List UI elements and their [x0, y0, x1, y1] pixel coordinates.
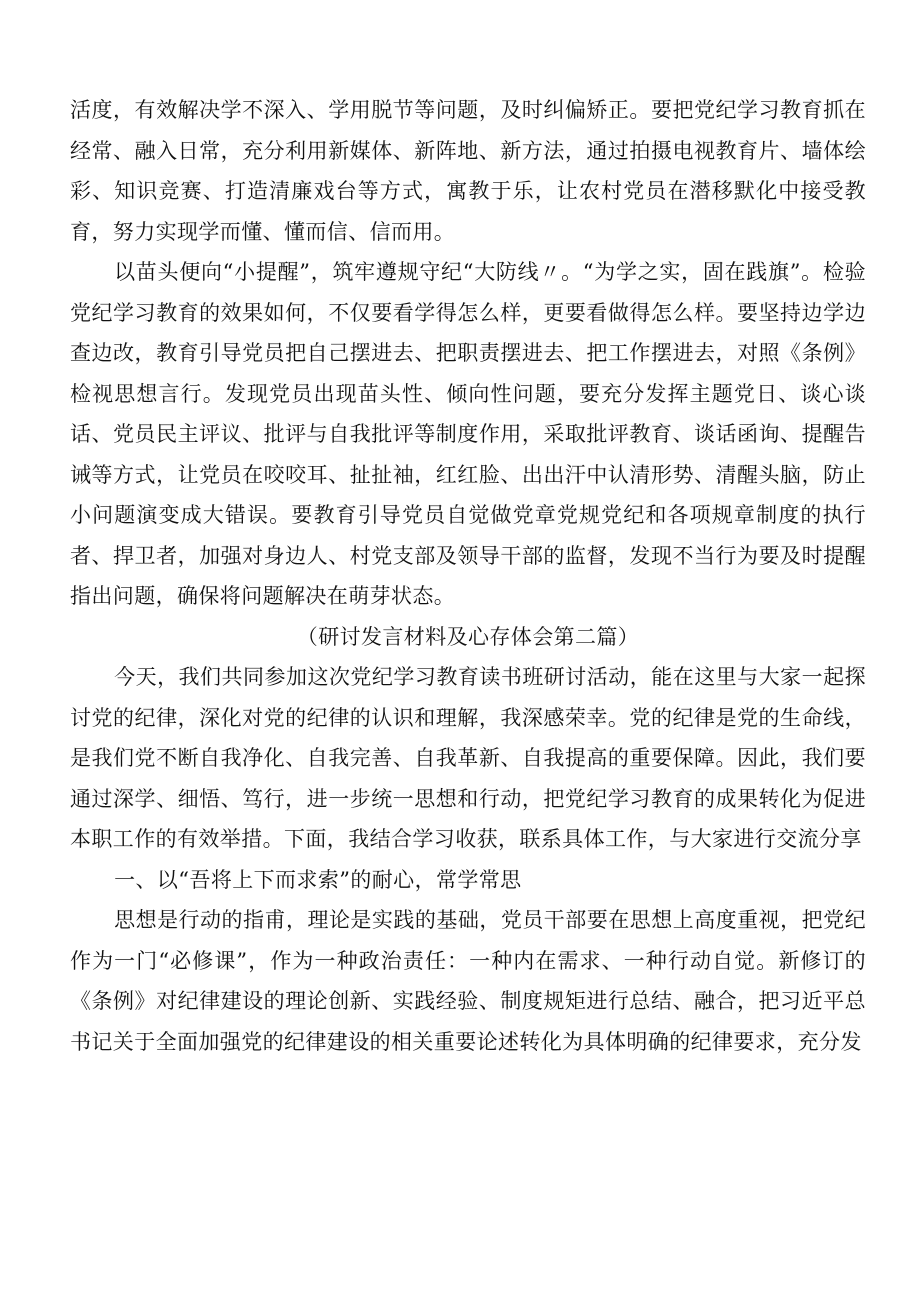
- section-title: （研讨发言材料及心存体会第二篇）: [296, 624, 640, 649]
- paragraph-introduction: 今天，我们共同参加这次党纪学习教育读书班研讨活动，能在这里与大家一起探讨党的纪律，深化对党的纪律的认识和理解，我深感荣幸。党的纪律是党的生命线，是我们党不断自我净化、自我完善、自我革新、自我提高的重要保障。因此，我们要通过深学、细悟、笃行，进一步统一思想和行动，把党纪学习教育的成果转化为促进本职工作的有效举措。下面，我结合学习收获，联系具体工作，与大家进行交流分享: [70, 665, 866, 851]
- paragraph-continuation: 活度，有效解决学不深入、学用脱节等问题，及时纠偏矫正。要把党纪学习教育抓在经常、融入日常，充分利用新媒体、新阵地、新方法，通过拍摄电视教育片、墙体绘彩、知识竞赛、打造清廉戏台等方式，寓教于乐，让农村党员在潜移默化中接受教育，努力实现学而懂、懂而信、信而用。: [70, 98, 866, 244]
- paragraph-thought-guidance: 思想是行动的指甫，理论是实践的基础，党员干部要在思想上高度重视，把党纪作为一门“必修课”，作为一种政治责任：一种内在需求、一种行动自觉。新修订的《条例》对纪律建设的理论创新、实践经验、制度规矩进行总结、融合，把习近平总书记关于全面加强党的纪律建设的相关重要论述转化为具体明确的纪律要求，充分发: [70, 908, 866, 1054]
- subheading-one: 一、以“吾将上下而求索”的耐心，常学常思: [114, 867, 522, 892]
- paragraph-early-warning: 以苗头便向“小提醒”，筑牢遵规守纪“大防线〃。“为学之实，固在践旗”。检验党纪学习教育的效果如何，不仅要看学得怎么样，更要看做得怎么样。要坚持边学边查边改，教育引导党员把自己摆进去、把职责摆进去、把工作摆进去，对照《条例》检视思想言行。发现党员出现苗头性、倾向性问题，要充分发挥主题党日、谈心谈话、党员民主评议、批评与自我批评等制度作用，采取批评教育、谈话函询、提醒告诫等方式，让党员在咬咬耳、扯扯袖，红红脸、出出汗中认清形势、清醒头脑，防止小问题演变成大错误。要教育引导党员自觉做党章党规党纪和各项规章制度的执行者、捍卫者，加强对身边人、村党支部及领导干部的监督，发现不当行为要及时提醒指出问题，确保将问题解决在萌芽状态。: [70, 260, 866, 608]
- document-page: [70, 90, 866, 1062]
